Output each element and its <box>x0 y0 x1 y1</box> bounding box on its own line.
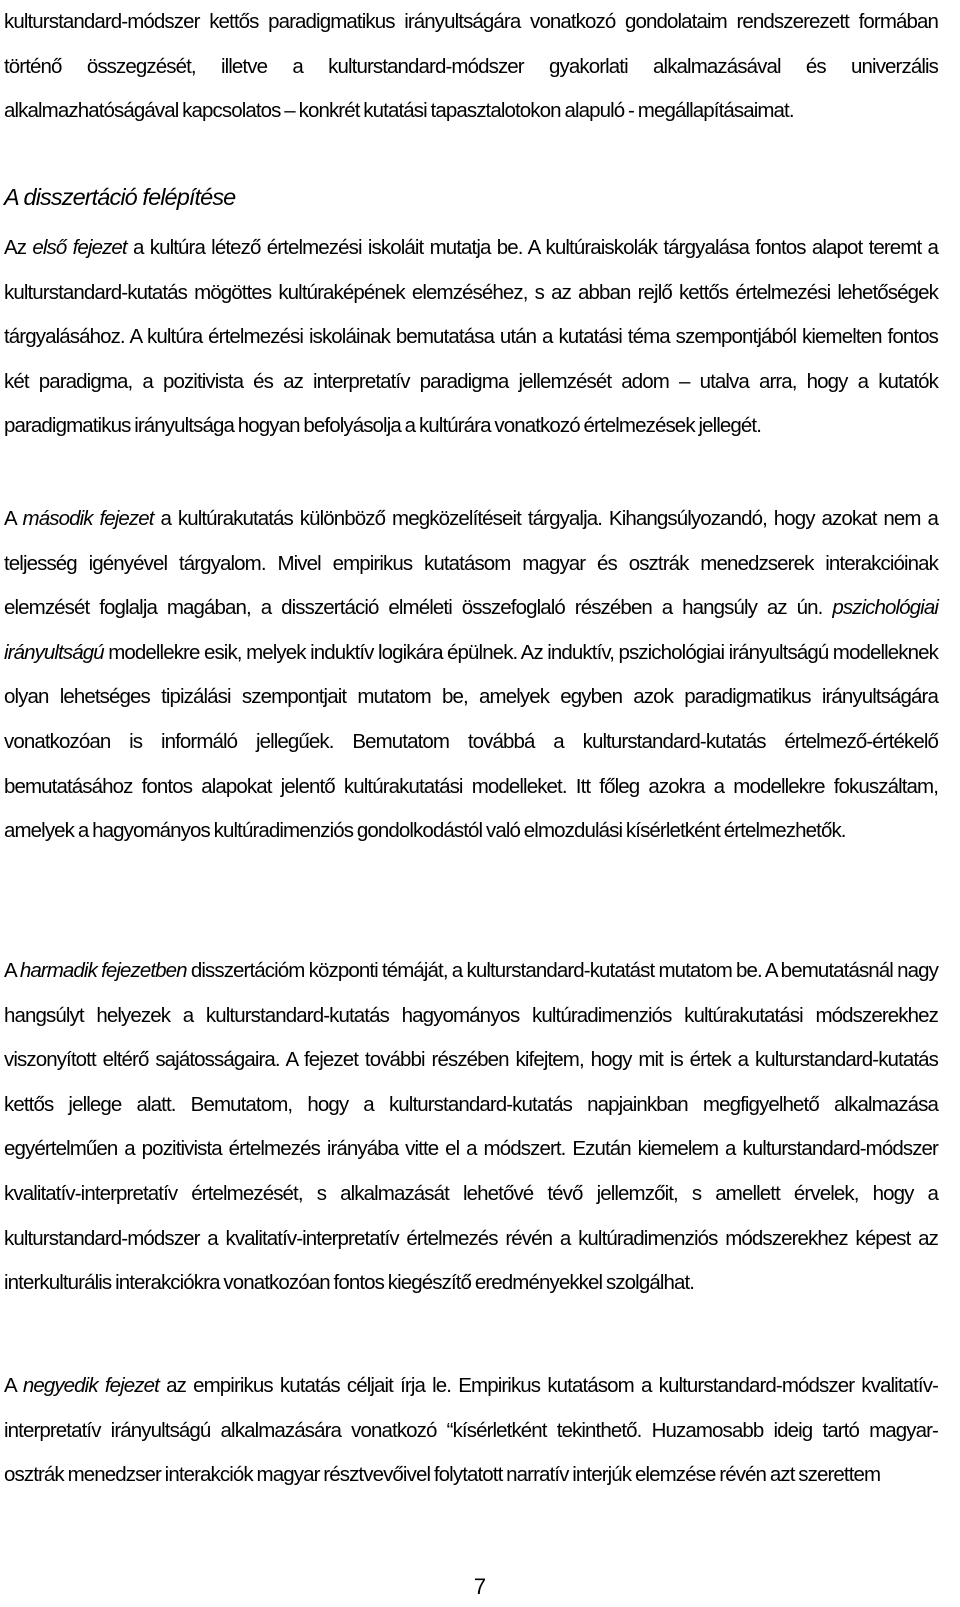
term-emphasis: pszichológiai irányultságú <box>4 596 938 664</box>
paragraph-lead: A <box>4 959 20 982</box>
page-number: 7 <box>473 1574 487 1599</box>
intro-paragraph: kulturstandard-módszer kettős paradigmatikus irányultságára vonatkozó gondolataim rendszerezett formában történő összegzését, illetve a kulturstandard-módszer gyakorlati alkalmazásával és univerzális alkalmazhatóságával kapcsolatos – konkrét kutatási tapasztalotokon alapuló - megállapításaimat. <box>4 10 938 123</box>
paragraph-text-continued: modellekre esik, melyek induktív logikára épülnek. Az induktív, pszichológiai irányultságú modelleknek olyan lehetséges tipizálási szempontjait mutatom be, amelyek egyben azok paradigmatikus irányultságára vonatkozóan is informáló jellegűek. Bemutatom továbbá a kulturstandard-kutatás értelmező-értékelő bemutatásához fontos alapokat jelentő kultúrakutatási modelleket. Itt főleg azokra a modellekre fokuszáltam, amelyek a hagyományos kultúradimenziós gondolkodástól való elmozdulási kísérletként értelmezhetők. <box>4 640 938 843</box>
paragraph-third-chapter <box>4 949 938 1306</box>
paragraph-lead: Az <box>4 236 33 259</box>
paragraph-text: az empirikus kutatás céljait írja le. Empirikus kutatásom a kulturstandard-módszer kvalitatív-interpretatív irányultságú alkalmazására vonatkozó “kísérletként tekinthető. Huzamosabb ideig tartó magyar-osztrák menedzser interakciók magyar résztvevőivel folytatott narratív interjúk elemzése révén azt szerettem <box>4 1374 938 1487</box>
paragraph-lead: A <box>4 507 23 530</box>
paragraph-second-chapter <box>4 497 938 854</box>
chapter-emphasis: második fejezet <box>22 507 154 530</box>
chapter-emphasis: harmadik fejezetben <box>19 959 187 982</box>
chapter-emphasis: negyedik fejezet <box>22 1374 159 1397</box>
paragraph-text: disszertációm központi témáját, a kulturstandard-kutatást mutatom be. A bemutatásnál nagy hangsúlyt helyezek a kulturstandard-kutatás hagyományos kultúradimenziós kultúrakutatási módszerekhez viszonyított eltérő sajátosságaira. A fejezet további részében kifejtem, hogy mit is értek a kulturstandard-kutatás kettős jellege alatt. Bemutatom, hogy a kulturstandard-kutatás napjainkban megfigyelhető alkalmazása egyértelműen a pozitivista értelmezés irányába vitte el a módszert. Ezután kiemelem a kulturstandard-módszer kvalitatív-interpretatív értelmezését, s alkalmazását lehetővé tévő jellemzőit, s amellett érvelek, hogy a kulturstandard-módszer a kvalitatív-interpretatív értelmezés révén a kultúradimenziós módszerekhez képest az interkulturális interakciókra vonatkozóan fontos kiegészítő eredményekkel szolgálhat. <box>4 959 938 1295</box>
paragraph-first-chapter <box>4 226 938 449</box>
paragraph-text: a kultúrakutatás különböző megközelítéseit tárgyalja. Kihangsúlyozandó, hogy azokat nem a teljesség igényével tárgyalom. Mivel empirikus kutatásom magyar és osztrák menedzserek interakcióinak elemzését foglalja magában, a disszertáció elméleti összefoglaló részében a hangsúly az ún. <box>4 507 938 620</box>
section-heading: A disszertáció felépítése <box>4 184 236 210</box>
chapter-emphasis: első fejezet <box>32 236 127 259</box>
paragraph-text: a kultúra létező értelmezési iskoláit mutatja be. A kultúraiskolák tárgyalása fontos alapot teremt a kulturstandard-kutatás mögöttes kultúraképének elemzéséhez, s az abban rejlő kettős értelmezési lehetőségek tárgyalásához. A kultúra értelmezési iskoláinak bemutatása után a kutatási téma szempontjából kiemelten fontos két paradigma, a pozitivista és az interpretatív paradigma jellemzését adom – utalva arra, hogy a kutatók paradigmatikus irányultsága hogyan befolyásolja a kultúrára vonatkozó értelmezések jellegét. <box>4 236 939 438</box>
paragraph-lead: A <box>4 1374 23 1397</box>
paragraph-fourth-chapter <box>4 1364 938 1498</box>
